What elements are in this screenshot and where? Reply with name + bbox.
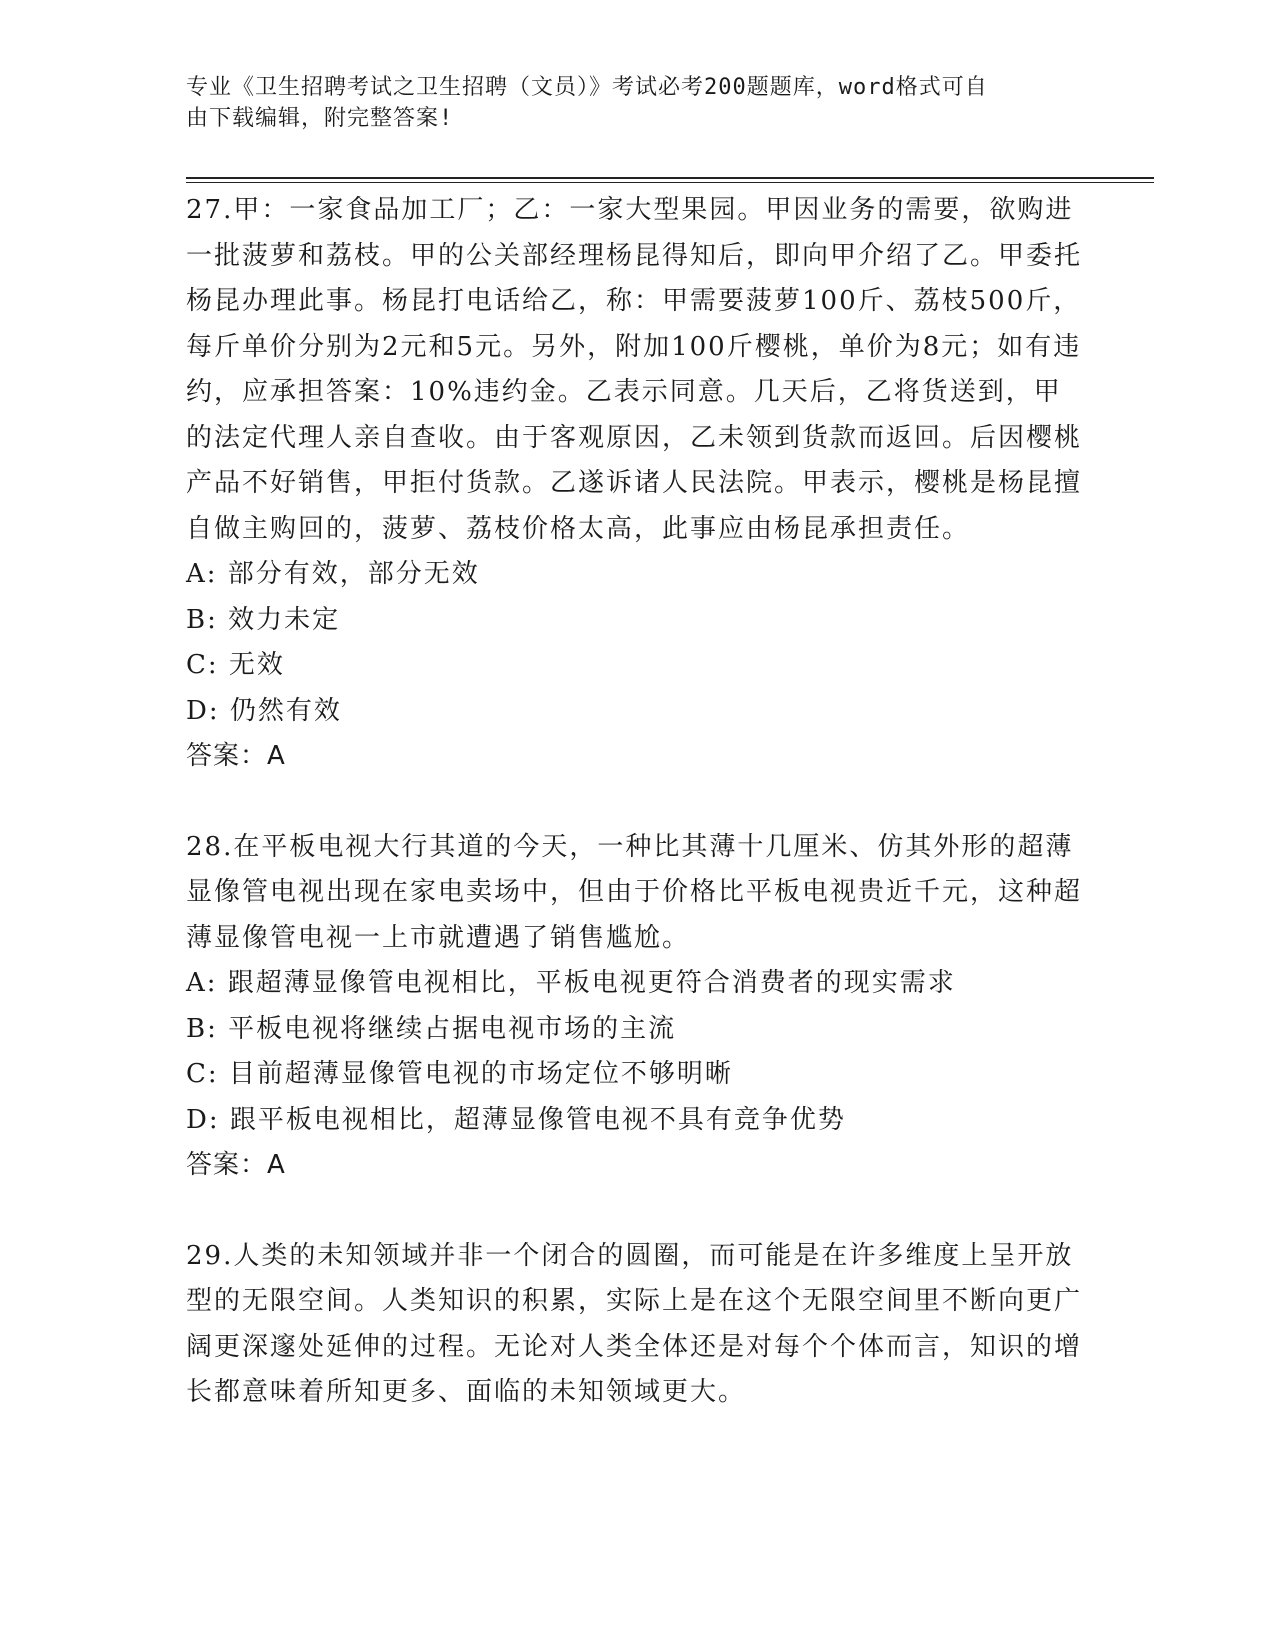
option-c: C: 目前超薄显像管电视的市场定位不够明晰 — [186, 1059, 733, 1089]
option-d: D: 跟平板电视相比，超薄显像管电视不具有竞争优势 — [186, 1104, 846, 1135]
option-b: B: 效力未定 — [186, 604, 341, 635]
question-list — [186, 188, 1086, 1416]
option-c: C: 无效 — [186, 650, 285, 680]
header-divider-thick — [186, 177, 1154, 179]
question-stem: 29.人类的未知领域并非一个闭合的圆圈，而可能是在许多维度上呈开放型的无限空间。人类知识的积累，实际上是在这个无限空间里不断向更广阔更深邃处延伸的过程。无论对人类全体还是对每个个体而言，知识的增长都意味着所知更多、面临的未知领域更大。 — [186, 1240, 1083, 1407]
question-28 — [186, 825, 1086, 1189]
option-a: A: 跟超薄显像管电视相比，平板电视更符合消费者的现实需求 — [186, 968, 956, 998]
answer: 答案：A — [186, 741, 286, 771]
question-stem: 28.在平板电视大行其道的今天，一种比其薄十几厘米、仿其外形的超薄显像管电视出现在家电卖场中，但由于价格比平板电视贵近千元，这种超薄显像管电视一上市就遭遇了销售尴尬。 — [186, 831, 1083, 953]
question-stem: 27.甲：一家食品加工厂；乙：一家大型果园。甲因业务的需要，欲购进一批菠萝和荔枝。甲的公关部经理杨昆得知后，即向甲介绍了乙。甲委托杨昆办理此事。杨昆打电话给乙，称：甲需要菠萝100斤、荔枝500斤，每斤单价分别为2元和5元。另外，附加100斤樱桃，单价为8元；如有违约，应承担答案：10%违约金。乙表示同意。几天后，乙将货送到，甲的法定代理人亲自查收。由于客观原因，乙未领到货款而返回。后因樱桃产品不好销售，甲拒付货款。乙遂诉诸人民法院。甲表示，樱桃是杨昆擅自做主购回的，菠萝、荔枝价格太高，此事应由杨昆承担责任。 — [186, 195, 1083, 544]
option-a: A: 部分有效，部分无效 — [186, 559, 480, 589]
document-header — [186, 72, 1066, 134]
answer: 答案：A — [186, 1150, 286, 1180]
header-title-line-2: 由下载编辑，附完整答案! — [186, 106, 454, 131]
header-title-line-1: 专业《卫生招聘考试之卫生招聘（文员）》考试必考200题题库，word格式可自 — [186, 75, 988, 100]
header-divider-thin — [186, 182, 1154, 183]
option-d: D: 仍然有效 — [186, 695, 342, 726]
question-27 — [186, 188, 1086, 780]
option-b: B: 平板电视将继续占据电视市场的主流 — [186, 1013, 677, 1044]
question-29 — [186, 1234, 1086, 1416]
